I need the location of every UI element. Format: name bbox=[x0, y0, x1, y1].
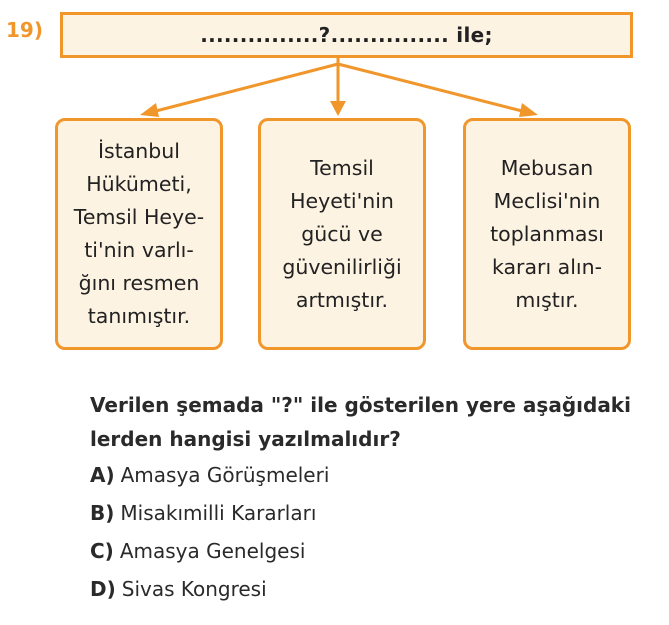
option-b-text: Misakımilli Kararları bbox=[120, 501, 317, 525]
arrow-left bbox=[152, 64, 338, 112]
option-d-letter: D) bbox=[90, 577, 116, 601]
option-b[interactable] bbox=[90, 494, 329, 532]
card-1-text: İstanbul Hükümeti, Temsil Heye- ti'nin varlı- ğını resmen tanımıştır. bbox=[73, 139, 205, 328]
arrow-right bbox=[338, 64, 526, 112]
question-text: Verilen şemada "?" ile gösterilen yere aşağıdaki lerden hangisi yazılmalıdır? bbox=[90, 393, 631, 451]
question-number: 19) bbox=[6, 18, 43, 42]
option-c-letter: C) bbox=[90, 539, 114, 563]
card-2-text: Temsil Heyeti'nin gücü ve güvenilirliği artmıştır. bbox=[282, 155, 402, 312]
arrowhead-left bbox=[140, 103, 159, 117]
arrowhead-right bbox=[519, 103, 538, 117]
diagram-card-2 bbox=[258, 118, 426, 350]
answer-options bbox=[90, 456, 329, 608]
card-3-text: Mebusan Meclisi'nin toplanması kararı alın- mıştır. bbox=[490, 155, 604, 312]
option-a-text: Amasya Görüşmeleri bbox=[120, 463, 330, 487]
option-d[interactable] bbox=[90, 570, 329, 608]
option-d-text: Sivas Kongresi bbox=[121, 577, 267, 601]
option-a[interactable] bbox=[90, 456, 329, 494]
option-c[interactable] bbox=[90, 532, 329, 570]
arrowhead-center bbox=[330, 101, 346, 116]
diagram-card-3 bbox=[463, 118, 631, 350]
diagram-header-text: ...............?............... ile; bbox=[200, 23, 493, 47]
diagram-card-1 bbox=[55, 118, 223, 350]
option-a-letter: A) bbox=[90, 463, 115, 487]
option-c-text: Amasya Genelgesi bbox=[119, 539, 306, 563]
option-b-letter: B) bbox=[90, 501, 115, 525]
